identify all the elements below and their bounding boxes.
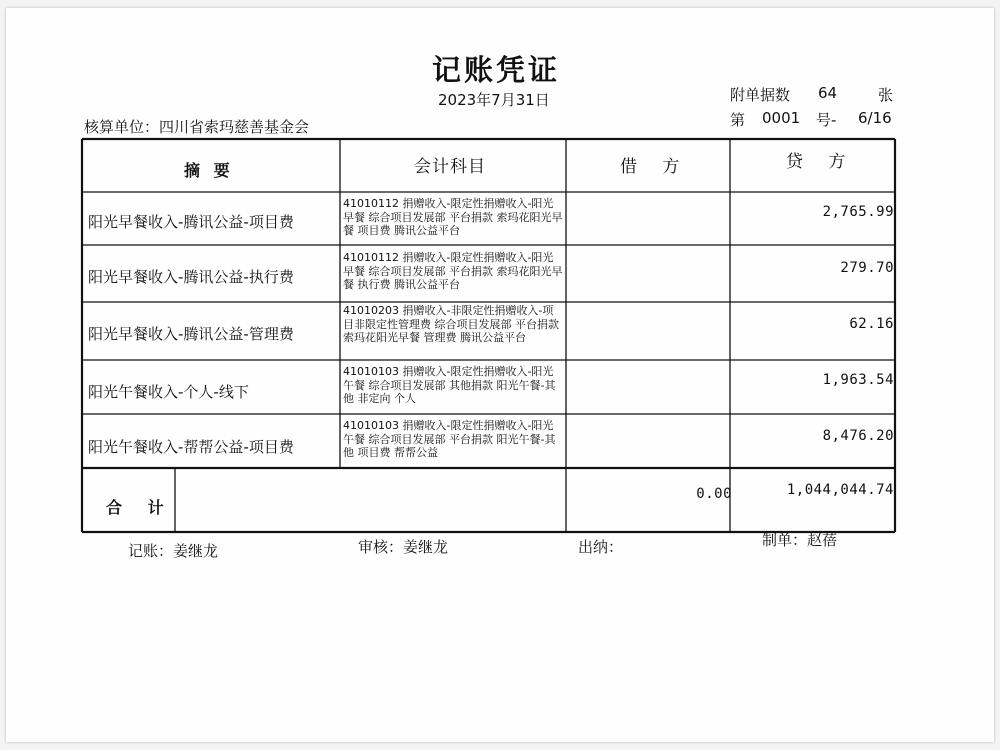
voucher-date: 2023年7月31日 (438, 91, 550, 109)
row-summary: 阳光午餐收入-帮帮公益-项目费 (88, 438, 294, 456)
voucher-number-prefix: 第 (730, 111, 746, 129)
total-label: 合 计 (106, 498, 174, 517)
accounting-unit (84, 116, 309, 137)
total-debit: 0.00 (696, 486, 732, 502)
row-credit: 2,765.99 (822, 204, 894, 220)
row-summary: 阳光早餐收入-腾讯公益-执行费 (88, 268, 294, 286)
row-summary: 阳光早餐收入-腾讯公益-管理费 (88, 325, 294, 343)
preparer-name: 赵蓓 (807, 531, 838, 549)
cashier-label: 出纳： (578, 538, 624, 556)
bookkeeper-name: 姜继龙 (173, 542, 219, 560)
attachments-label: 附单据数 (730, 86, 791, 104)
reviewer-name: 姜继龙 (403, 538, 449, 556)
cashier (578, 536, 623, 557)
row-account: 41010103 捐赠收入-限定性捐赠收入-阳光午餐 综合项目发展部 平台捐款 阳光午餐-其他 项目费 帮帮公益 (343, 419, 556, 459)
row-account: 41010112 捐赠收入-限定性捐赠收入-阳光早餐 综合项目发展部 平台捐款 索玛花阳光早餐 执行费 腾讯公益平台 (343, 251, 563, 291)
row-credit: 279.70 (840, 260, 894, 276)
row-summary: 阳光午餐收入-个人-线下 (88, 383, 249, 401)
row-account: 41010203 捐赠收入-非限定性捐赠收入-项目非限定性管理费 综合项目发展部 平台捐款 索玛花阳光早餐 管理费 腾讯公益平台 (343, 304, 559, 344)
header-summary: 摘 要 (184, 161, 234, 180)
attachments-unit: 张 (878, 86, 894, 104)
voucher-number: 0001 (762, 109, 801, 127)
row-account: 41010112 捐赠收入-限定性捐赠收入-阳光早餐 综合项目发展部 平台捐款 索玛花阳光早餐 项目费 腾讯公益平台 (343, 197, 563, 237)
row-credit: 1,963.54 (822, 372, 894, 388)
total-credit: 1,044,044.74 (786, 482, 894, 498)
preparer (762, 529, 837, 550)
accounting-unit-label: 核算单位： (84, 118, 160, 136)
row-summary: 阳光早餐收入-腾讯公益-项目费 (88, 213, 294, 231)
header-credit: 贷 方 (786, 152, 856, 172)
row-account: 41010103 捐赠收入-限定性捐赠收入-阳光午餐 综合项目发展部 其他捐款 阳光午餐-其他 非定向 个人 (343, 365, 556, 405)
header-account: 会计科目 (414, 157, 486, 177)
reviewer (358, 536, 448, 557)
reviewer-label: 审核： (358, 538, 404, 556)
attachments-count: 64 (818, 84, 838, 102)
row-credit: 62.16 (849, 316, 894, 332)
header-debit: 借 方 (620, 157, 690, 177)
bookkeeper (128, 540, 218, 561)
preparer-label: 制单： (762, 531, 808, 549)
bookkeeper-label: 记账： (128, 542, 174, 560)
accounting-unit-name: 四川省索玛慈善基金会 (159, 118, 310, 136)
voucher-number-suffix: 号- (816, 111, 837, 129)
row-credit: 8,476.20 (822, 428, 894, 444)
voucher-title: 记账凭证 (432, 53, 561, 87)
voucher-page: 6/16 (858, 109, 892, 127)
